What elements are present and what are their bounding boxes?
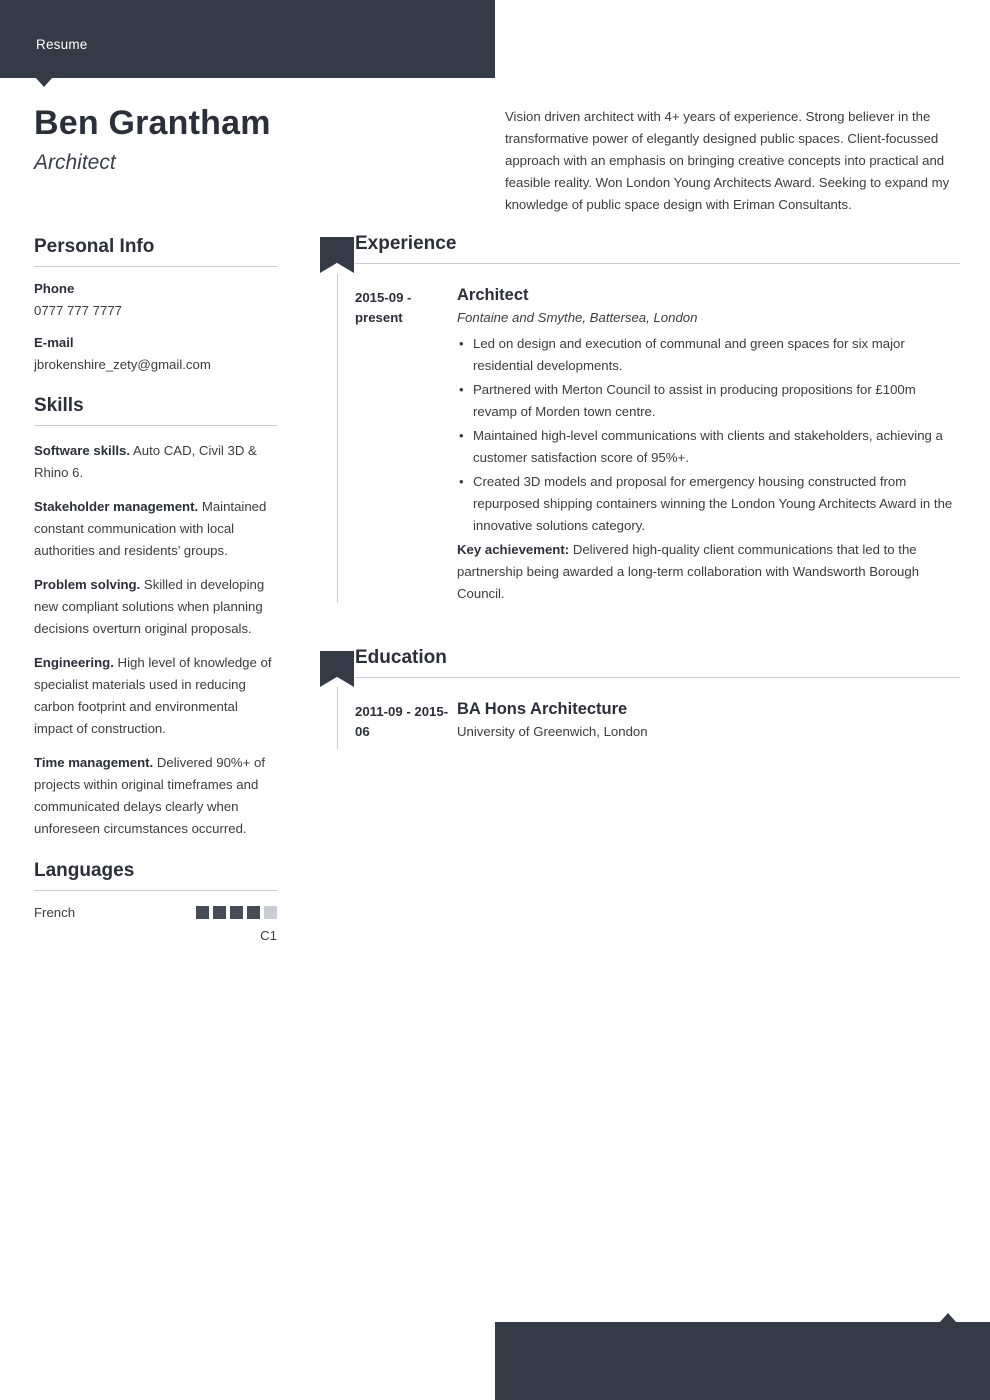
email-value: jbrokenshire_zety@gmail.com — [34, 357, 211, 372]
entry-date: 2011-09 - 2015-06 — [355, 704, 449, 739]
proficiency-dot — [247, 906, 260, 919]
timeline-line — [337, 273, 338, 603]
personal-info-heading: Personal Info — [34, 236, 155, 257]
education-header — [355, 647, 960, 686]
proficiency-dot — [213, 906, 226, 919]
languages-section — [34, 860, 277, 943]
section-flag-icon — [320, 237, 354, 273]
language-proficiency-dots — [196, 906, 277, 919]
personal-info-section — [34, 236, 277, 375]
divider — [34, 890, 277, 891]
bullet-item: • Maintained high-level communications with clients and stakeholders, achieving a customer satisfaction score of 95%+. — [457, 425, 960, 469]
left-column — [34, 236, 277, 963]
divider — [355, 263, 960, 264]
skill-detail: Maintained constant communication with local authorities and residents’ groups. — [34, 499, 267, 558]
language-name: French — [34, 905, 76, 920]
entry-title: BA Hons Architecture — [457, 700, 628, 718]
experience-heading: Experience — [355, 233, 457, 254]
skill-detail: High level of knowledge of specialist materials used in reducing carbon footprint and environmental impact of construction. — [34, 655, 272, 736]
skills-heading: Skills — [34, 395, 84, 416]
proficiency-dot — [264, 906, 277, 919]
proficiency-dot — [196, 906, 209, 919]
skill-item — [34, 496, 277, 562]
bottom-bar-notch — [940, 1313, 956, 1322]
language-row — [34, 905, 277, 920]
entry-date: 2015-09 - present — [355, 290, 412, 325]
skill-item — [34, 652, 277, 740]
skill-item — [34, 752, 277, 840]
key-achievement-text: Delivered high-quality client communications that led to the partnership being awarded a long-term collaboration with Wandsworth Borough Council. — [457, 542, 920, 601]
entry-title: Architect — [457, 286, 529, 304]
bottom-footer-bar — [495, 1322, 990, 1400]
entry-bullets — [457, 333, 960, 537]
bullet-item: • Led on design and execution of communal and green spaces for six major residential developments. — [457, 333, 960, 377]
timeline-line — [337, 687, 338, 749]
professional-summary: Vision driven architect with 4+ years of experience. Strong believer in the transformative power of elegantly designed public spaces. Client-focussed approach with an emphasis on bringing creative concepts into practical and feasible reality. Won London Young Architects Award. Seeking to expand my knowledge of public space design with Eriman Consultants. — [505, 109, 950, 212]
skill-name: Problem solving. — [34, 577, 141, 592]
education-heading: Education — [355, 647, 447, 668]
skill-name: Stakeholder management. — [34, 499, 199, 514]
divider — [355, 677, 960, 678]
job-title: Architect — [34, 151, 116, 174]
education-entry — [355, 700, 960, 747]
skill-name: Engineering. — [34, 655, 114, 670]
entry-body — [457, 286, 960, 605]
education-section — [320, 647, 960, 747]
skill-detail: Skilled in developing new compliant solutions when planning decisions overturn original proposals. — [34, 577, 265, 636]
skills-section — [34, 395, 277, 840]
skill-name: Time management. — [34, 755, 154, 770]
bullet-item: • Created 3D models and proposal for emergency housing constructed from repurposed shipping containers winning the London Young Architects Award in the innovative solutions category. — [457, 471, 960, 537]
divider — [34, 266, 277, 267]
experience-header — [355, 233, 960, 272]
experience-entry — [355, 286, 960, 605]
entry-subtitle: University of Greenwich, London — [457, 724, 648, 739]
experience-section — [320, 233, 960, 605]
divider — [34, 425, 277, 426]
top-bar-notch — [36, 78, 52, 87]
languages-heading: Languages — [34, 860, 135, 881]
phone-label: Phone — [34, 281, 75, 296]
language-level: C1 — [260, 928, 277, 943]
skill-detail: Auto CAD, Civil 3D & Rhino 6. — [34, 443, 257, 480]
entry-subtitle: Fontaine and Smythe, Battersea, London — [457, 310, 698, 325]
entry-body — [457, 700, 960, 747]
section-flag-icon — [320, 651, 354, 687]
skill-item — [34, 574, 277, 640]
document-type-label: Resume — [36, 37, 88, 52]
bullet-item: • Partnered with Merton Council to assist in producing propositions for £100m revamp of Morden town centre. — [457, 379, 960, 423]
key-achievement-label: Key achievement: — [457, 542, 570, 557]
skill-detail: Delivered 90%+ of projects within original timeframes and communicated delays clearly when unforeseen circumstances occurred. — [34, 755, 266, 836]
key-achievement — [457, 539, 960, 605]
skill-name: Software skills. — [34, 443, 131, 458]
proficiency-dot — [230, 906, 243, 919]
page-title: Ben Grantham — [34, 104, 271, 142]
right-column — [320, 233, 960, 747]
email-label: E-mail — [34, 335, 74, 350]
identity-block — [34, 101, 474, 175]
phone-value: 0777 777 7777 — [34, 303, 123, 318]
skill-item — [34, 440, 277, 484]
